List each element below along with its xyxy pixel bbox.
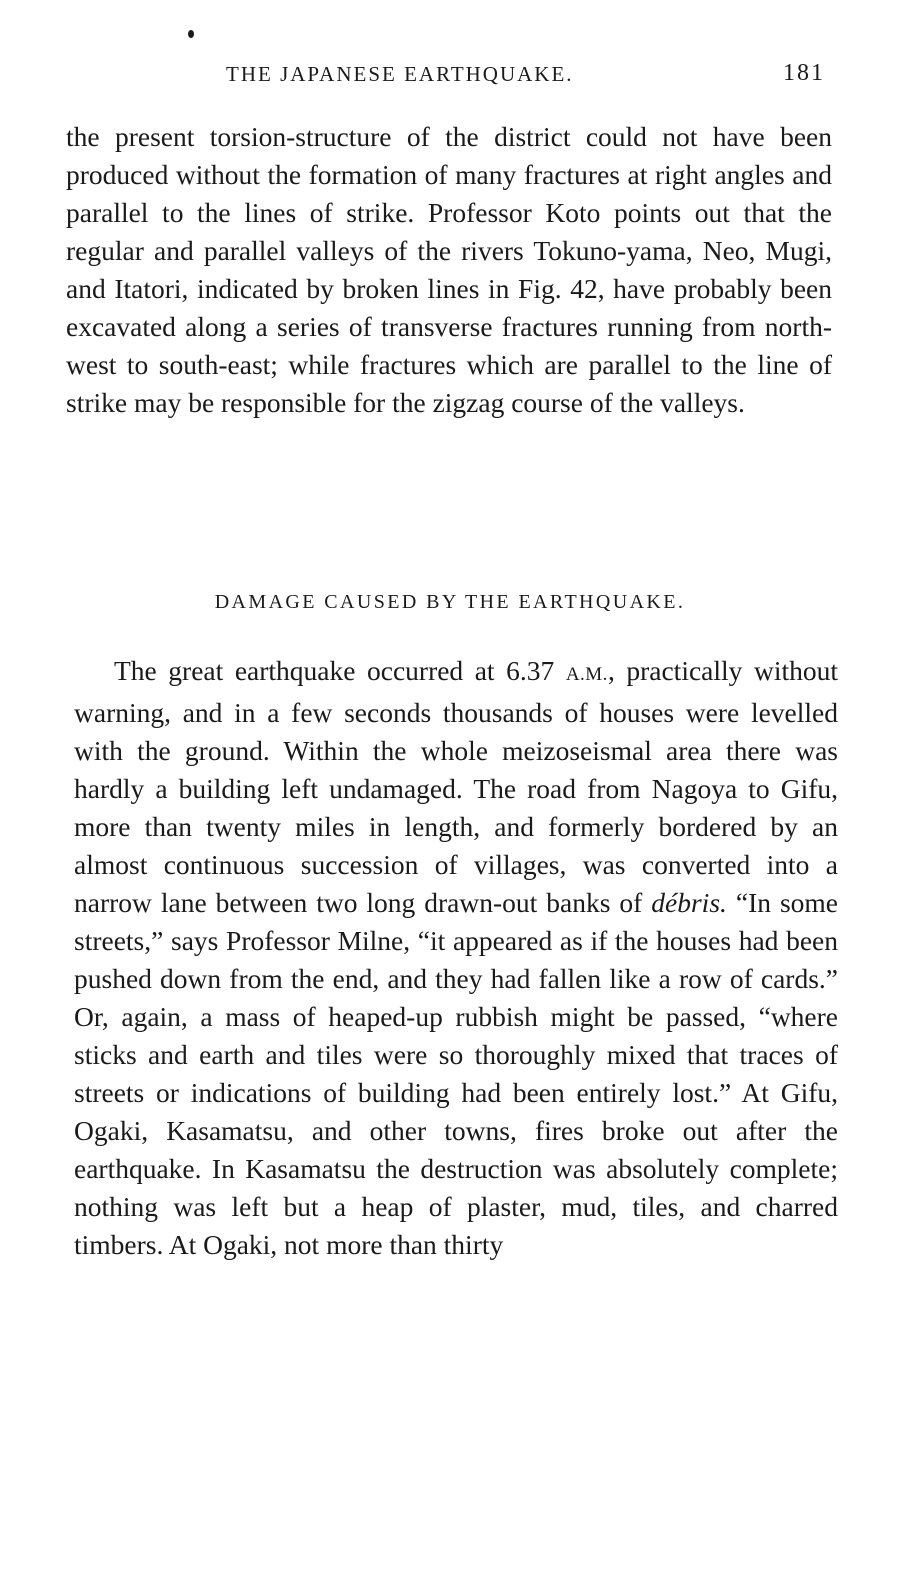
paragraph-damage <box>74 652 838 1264</box>
running-title: THE JAPANESE EARTHQUAKE. <box>226 62 574 86</box>
running-head <box>0 56 900 96</box>
italic-debris: débris. <box>651 887 727 918</box>
paragraph-damage-part-b: , practically without warning, and in a few seconds thousands of houses were levelled with the ground. Within the whole meizoseismal area there was hardly a building left undamaged. The road from Nagoya to Gifu, more than twenty miles in length, and formerly bordered by an almost continuous succession of villages, was converted into a narrow lane between two long drawn-out banks of <box>74 655 838 918</box>
page-mark-dot <box>188 30 194 38</box>
section-heading: DAMAGE CAUSED BY THE EARTHQUAKE. <box>214 591 686 613</box>
time-suffix: A.M. <box>565 664 608 685</box>
paragraph-torsion-structure: the present torsion-structure of the district could not have been produced without the formation of many fractures at right angles and parallel to the lines of strike. Professor Koto points out that the regular and parallel valleys of the rivers Tokuno-yama, Neo, Mugi, and Itatori, indicated by broken lines in Fig. 42, have probably been excavated along a series of transverse fractures running from north-west to south-east; while fractures which are parallel to the line of strike may be responsible for the zigzag course of the valleys. <box>66 121 832 418</box>
page-number: 181 <box>783 60 825 86</box>
paragraph-damage-part-c: “In some streets,” says Professor Milne, “it appeared as if the houses had been pushed down from the end, and they had fallen like a row of cards.” Or, again, a mass of heaped-up rubbish might be passed, “where sticks and earth and tiles were so thoroughly mixed that traces of streets or indications of building had been entirely lost.” At Gifu, Ogaki, Kasamatsu, and other towns, fires broke out after the earthquake. In Kasamatsu the destruction was absolutely complete; nothing was left but a heap of plaster, mud, tiles, and charred timbers. At Ogaki, not more than thirty <box>74 887 838 1260</box>
paragraph-damage-part-a: The great earthquake occurred at 6.37 <box>114 655 566 686</box>
